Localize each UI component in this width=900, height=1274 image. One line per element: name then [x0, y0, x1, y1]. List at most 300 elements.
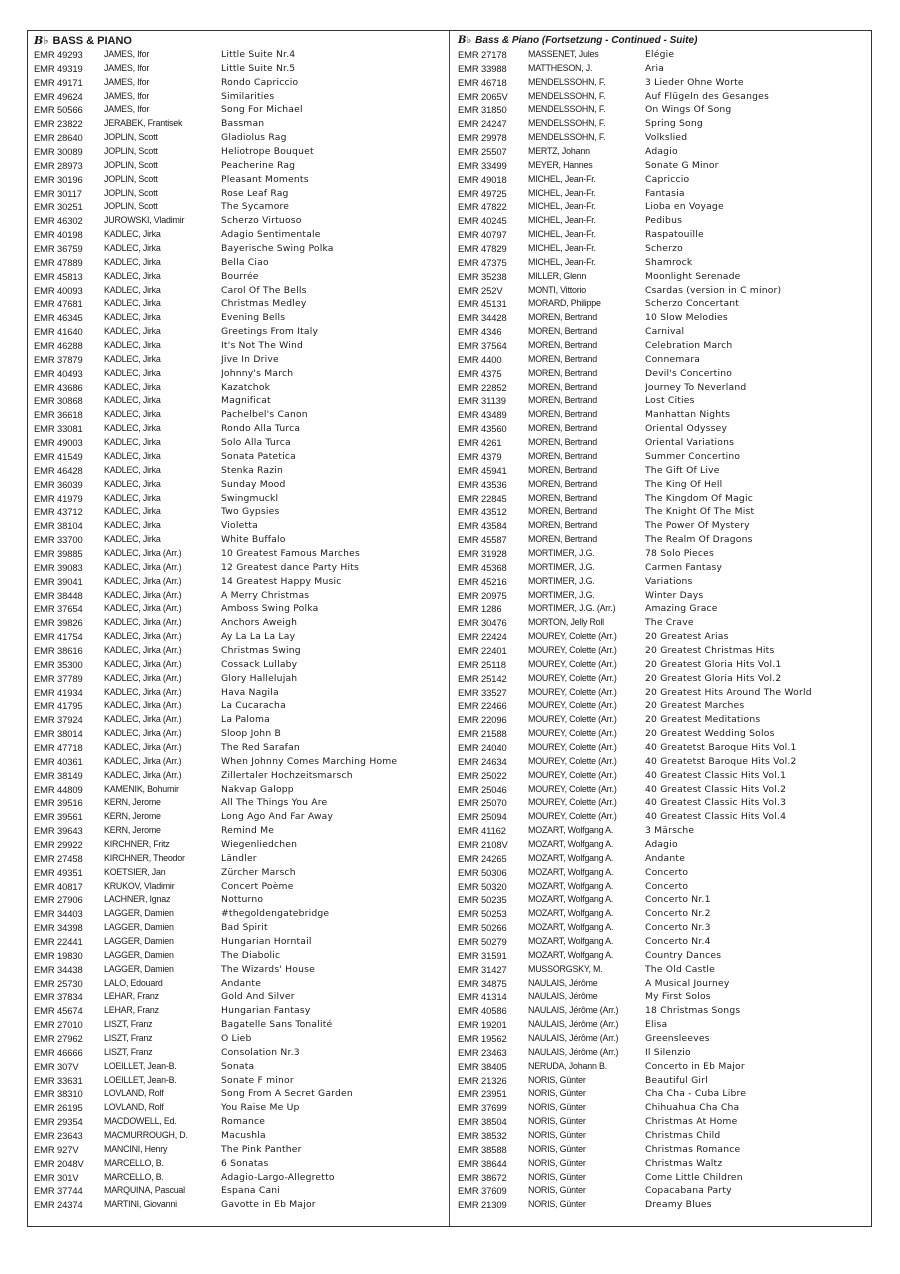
catalog-number: EMR 43712: [34, 506, 83, 518]
piece-title: 40 Greatest Classic Hits Vol.1: [645, 769, 787, 781]
catalog-row: [34, 131, 444, 145]
catalog-number: EMR 43489: [458, 409, 507, 421]
composer-name: NAULAIS, Jérôme (Arr.): [528, 1046, 619, 1057]
catalog-number: EMR 33081: [34, 423, 83, 435]
catalog-number: EMR 41162: [458, 825, 506, 837]
piece-title: Concerto Nr.1: [645, 894, 711, 906]
piece-title: 20 Greatest Hits Around The World: [645, 686, 812, 698]
piece-title: Amboss Swing Polka: [221, 603, 319, 615]
catalog-row: [458, 561, 868, 575]
catalog-number: EMR 50279: [458, 936, 507, 947]
composer-name: LAGGER, Damien: [104, 908, 174, 919]
catalog-row: [34, 616, 444, 630]
catalog-row: [458, 616, 868, 630]
catalog-row: [34, 658, 444, 672]
catalog-number: EMR 4400: [458, 353, 502, 365]
composer-name: MORTIMER, J.G.: [528, 547, 595, 558]
piece-title: Connemara: [645, 353, 701, 365]
catalog-row: [34, 824, 444, 838]
catalog-number: EMR 44809: [34, 783, 83, 795]
catalog-number: EMR 46345: [34, 312, 83, 324]
composer-name: MORARD, Philippe: [528, 298, 601, 309]
catalog-row: [458, 547, 868, 561]
catalog-number: EMR 22401: [458, 644, 507, 656]
catalog-number: EMR 23643: [34, 1130, 83, 1142]
catalog-row: [458, 575, 868, 589]
catalog-row: [458, 173, 868, 187]
piece-title: 40 Greatetst Baroque Hits Vol.1: [645, 741, 797, 753]
catalog-row: [458, 810, 868, 824]
catalog-row: [458, 963, 868, 977]
catalog-row: [34, 852, 444, 866]
composer-name: JOPLIN, Scott: [104, 159, 158, 170]
composer-name: MOUREY, Colette (Arr.): [528, 769, 617, 780]
composer-name: NAULAIS, Jérôme: [528, 991, 598, 1002]
composer-name: JOPLIN, Scott: [104, 132, 158, 143]
piece-title: 40 Greatest Classic Hits Vol.3: [645, 797, 787, 809]
catalog-row: [34, 478, 444, 492]
catalog-row: [458, 381, 868, 395]
piece-title: Espana Cani: [221, 1185, 281, 1197]
flat-symbol: B♭: [34, 34, 49, 47]
catalog-number: EMR 22852: [458, 381, 507, 393]
catalog-number: EMR 21326: [458, 1074, 507, 1086]
catalog-row: [458, 408, 868, 422]
piece-title: Nakvap Galopp: [221, 783, 294, 795]
catalog-row: [458, 200, 868, 214]
composer-name: JOPLIN, Scott: [104, 146, 158, 157]
catalog-row: [458, 644, 868, 658]
catalog-row: [458, 1171, 868, 1185]
catalog-row: [458, 492, 868, 506]
piece-title: Cha Cha - Cuba Libre: [645, 1088, 747, 1100]
composer-name: MORTIMER, J.G.: [528, 589, 595, 600]
catalog-row: [458, 935, 868, 949]
composer-name: KERN, Jerome: [104, 811, 161, 822]
catalog-number: EMR 24374: [34, 1199, 83, 1211]
catalog-row: [34, 713, 444, 727]
catalog-row: [458, 90, 868, 104]
catalog-row: [458, 1115, 868, 1129]
catalog-number: EMR 1286: [458, 603, 502, 615]
catalog-number: EMR 22845: [458, 492, 507, 504]
catalog-row: [34, 727, 444, 741]
composer-name: MATTHESON, J.: [528, 62, 593, 73]
piece-title: Zürcher Marsch: [221, 866, 296, 878]
composer-name: MOREN, Bertrand: [528, 395, 598, 406]
catalog-row: [34, 297, 444, 311]
catalog-number: EMR 40586: [458, 1005, 507, 1017]
piece-title: Pedibus: [645, 215, 683, 227]
piece-title: Zillertaler Hochzeitsmarsch: [221, 769, 353, 781]
right-column-heading: B♭ Bass & Piano (Fortsetzung - Continued - Suite): [458, 35, 698, 46]
composer-name: KADLEC, Jirka: [104, 256, 161, 267]
piece-title: Glory Hallelujah: [221, 672, 298, 684]
catalog-row: [458, 602, 868, 616]
composer-name: KADLEC, Jirka: [104, 312, 161, 323]
catalog-row: [458, 1143, 868, 1157]
catalog-number: EMR 22096: [458, 714, 507, 726]
piece-title: Similarities: [221, 90, 275, 102]
piece-title: Lioba en Voyage: [645, 201, 724, 213]
catalog-number: EMR 28973: [34, 159, 83, 171]
piece-title: Concert Poème: [221, 880, 294, 892]
piece-title: 20 Greatest Arias: [645, 631, 729, 643]
catalog-row: [458, 117, 868, 131]
composer-name: MOUREY, Colette (Arr.): [528, 714, 617, 725]
catalog-row: [458, 727, 868, 741]
composer-name: MOZART, Wolfgang A.: [528, 936, 614, 946]
composer-name: MENDELSSOHN, F.: [528, 118, 606, 129]
catalog-row: [34, 949, 444, 963]
composer-name: MOREN, Bertrand: [528, 312, 598, 323]
catalog-row: [34, 1129, 444, 1143]
catalog-row: [458, 866, 868, 880]
piece-title: Devil's Concertino: [645, 367, 733, 379]
composer-name: NORIS, Günter: [528, 1157, 586, 1168]
piece-title: Two Gypsies: [221, 506, 280, 518]
composer-name: KADLEC, Jirka (Arr.): [104, 617, 182, 628]
composer-name: MUSSORGSKY, M.: [528, 963, 603, 974]
composer-name: MOZART, Wolfgang A.: [528, 825, 614, 836]
composer-name: KADLEC, Jirka (Arr.): [104, 658, 182, 669]
catalog-row: [34, 686, 444, 700]
catalog-row: [34, 90, 444, 104]
piece-title: Celebration March: [645, 340, 733, 352]
piece-title: Chihuahua Cha Cha: [645, 1102, 740, 1114]
catalog-row: [34, 394, 444, 408]
piece-title: White Buffalo: [221, 534, 286, 546]
catalog-number: EMR 25094: [458, 811, 507, 823]
piece-title: Oriental Variations: [645, 437, 735, 449]
piece-title: Adagio Sentimentale: [221, 229, 321, 241]
piece-title: When Johnny Comes Marching Home: [221, 755, 398, 767]
composer-name: MOREN, Bertrand: [528, 326, 598, 337]
piece-title: Wiegenliedchen: [221, 838, 298, 850]
composer-name: KADLEC, Jirka (Arr.): [104, 644, 182, 655]
right-column: [458, 34, 868, 1212]
composer-name: MOUREY, Colette (Arr.): [528, 644, 617, 655]
catalog-number: EMR 40493: [34, 367, 83, 379]
catalog-row: [458, 145, 868, 159]
piece-title: Evening Bells: [221, 312, 286, 324]
catalog-number: EMR 31427: [458, 963, 507, 975]
catalog-number: EMR 47375: [458, 256, 507, 268]
piece-title: Adagio: [645, 838, 678, 850]
catalog-number: EMR 301V: [34, 1171, 79, 1183]
catalog-row: [34, 1004, 444, 1018]
composer-name: LOEILLET, Jean-B.: [104, 1060, 177, 1071]
piece-title: 14 Greatest Happy Music: [221, 575, 342, 587]
piece-title: Kazatchok: [221, 381, 271, 393]
composer-name: MOZART, Wolfgang A.: [528, 894, 614, 905]
piece-title: Andante: [645, 852, 686, 864]
catalog-row: [458, 533, 868, 547]
piece-title: Winter Days: [645, 589, 704, 601]
catalog-number: EMR 30117: [34, 187, 82, 199]
catalog-number: EMR 19201: [458, 1019, 507, 1031]
catalog-row: [34, 505, 444, 519]
piece-title: 10 Slow Melodies: [645, 312, 728, 324]
composer-name: KADLEC, Jirka: [104, 229, 161, 240]
composer-name: KIRCHNER, Fritz: [104, 838, 170, 849]
composer-name: MOUREY, Colette (Arr.): [528, 741, 617, 752]
piece-title: Fantasia: [645, 187, 685, 199]
piece-title: Hungarian Fantasy: [221, 1005, 311, 1017]
catalog-number: EMR 49293: [34, 49, 83, 60]
catalog-number: EMR 50235: [458, 894, 507, 906]
composer-name: MOUREY, Colette (Arr.): [528, 811, 617, 822]
piece-title: Auf Flügeln des Gesanges: [645, 90, 769, 102]
piece-title: The Kingdom Of Magic: [645, 492, 753, 504]
catalog-row: [458, 921, 868, 935]
column-divider: [449, 31, 450, 1226]
piece-title: Concerto: [645, 866, 689, 878]
catalog-row: [34, 1087, 444, 1101]
piece-title: Gold And Silver: [221, 991, 295, 1003]
catalog-number: EMR 49725: [458, 187, 507, 199]
piece-title: Carnival: [645, 326, 685, 338]
piece-title: Amazing Grace: [645, 603, 718, 615]
piece-title: Bourrée: [221, 270, 259, 282]
catalog-number: EMR 35300: [34, 658, 83, 670]
composer-name: JAMES, Ifor: [104, 90, 150, 101]
catalog-number: EMR 43686: [34, 381, 83, 393]
piece-title: O Lieb: [221, 1033, 252, 1045]
catalog-number: EMR 38504: [458, 1116, 507, 1128]
composer-name: NORIS, Günter: [528, 1143, 586, 1154]
piece-title: The Knight Of The Mist: [645, 506, 755, 518]
catalog-number: EMR 37564: [458, 340, 507, 352]
catalog-number: EMR 19830: [34, 949, 83, 961]
catalog-number: EMR 27010: [34, 1019, 83, 1031]
piece-title: Sonata: [221, 1060, 255, 1072]
composer-name: KADLEC, Jirka: [104, 243, 161, 254]
composer-name: MOREN, Bertrand: [528, 423, 598, 434]
piece-title: Sloop John B: [221, 728, 281, 740]
catalog-number: EMR 25118: [458, 658, 506, 670]
composer-name: KADLEC, Jirka (Arr.): [104, 728, 182, 739]
catalog-row: [34, 311, 444, 325]
catalog-row: [34, 630, 444, 644]
catalog-number: EMR 24265: [458, 852, 507, 864]
catalog-row: [458, 1032, 868, 1046]
composer-name: KADLEC, Jirka: [104, 395, 161, 406]
catalog-number: EMR 38672: [458, 1171, 507, 1183]
piece-title: Stenka Razin: [221, 464, 284, 476]
composer-name: KADLEC, Jirka: [104, 326, 161, 337]
catalog-number: EMR 45216: [458, 575, 507, 587]
catalog-number: EMR 252V: [458, 284, 503, 296]
catalog-row: [34, 450, 444, 464]
composer-name: KADLEC, Jirka: [104, 298, 161, 309]
catalog-number: EMR 37834: [34, 991, 83, 1003]
composer-name: MARCELLO, B.: [104, 1157, 164, 1168]
catalog-row: [458, 852, 868, 866]
catalog-row: [458, 713, 868, 727]
piece-title: A Merry Christmas: [221, 589, 310, 601]
piece-title: 6 Sonatas: [221, 1157, 269, 1169]
catalog-number: EMR 37924: [34, 714, 83, 726]
piece-title: Journey To Neverland: [645, 381, 747, 393]
catalog-number: EMR 46302: [34, 215, 83, 227]
composer-name: MORTIMER, J.G.: [528, 561, 595, 572]
catalog-number: EMR 50320: [458, 880, 507, 892]
catalog-number: EMR 46288: [34, 340, 83, 352]
catalog-row: [34, 1060, 444, 1074]
catalog-number: EMR 22466: [458, 700, 507, 712]
composer-name: MOREN, Bertrand: [528, 353, 598, 364]
composer-name: KADLEC, Jirka (Arr.): [104, 700, 182, 711]
catalog-row: [34, 325, 444, 339]
catalog-number: EMR 40245: [458, 215, 507, 227]
piece-title: It's Not The Wind: [221, 340, 304, 352]
piece-title: Sunday Mood: [221, 478, 286, 490]
piece-title: 3 Märsche: [645, 825, 695, 837]
composer-name: KADLEC, Jirka (Arr.): [104, 755, 182, 766]
composer-name: MOREN, Bertrand: [528, 534, 598, 545]
composer-name: JERABEK, Frantisek: [104, 118, 183, 129]
catalog-row: [34, 990, 444, 1004]
piece-title: Bella Ciao: [221, 256, 269, 268]
composer-name: MOREN, Bertrand: [528, 520, 598, 531]
catalog-row: [34, 256, 444, 270]
piece-title: Bad Spirit: [221, 922, 268, 934]
piece-title: Heliotrope Bouquet: [221, 146, 314, 158]
composer-name: LALO, Edouard: [104, 977, 163, 988]
piece-title: Christmas Waltz: [645, 1157, 723, 1169]
catalog-number: EMR 927V: [34, 1143, 79, 1155]
catalog-number: EMR 25022: [458, 769, 507, 781]
catalog-number: EMR 31928: [458, 547, 507, 559]
composer-name: MICHEL, Jean-Fr.: [528, 215, 596, 226]
composer-name: KADLEC, Jirka (Arr.): [104, 769, 182, 780]
piece-title: Bagatelle Sans Tonalité: [221, 1019, 333, 1031]
piece-title: Christmas Swing: [221, 644, 301, 656]
composer-name: MICHEL, Jean-Fr.: [528, 256, 596, 267]
catalog-number: EMR 31139: [458, 395, 506, 407]
composer-name: NAULAIS, Jérôme: [528, 977, 598, 988]
piece-title: Adagio: [645, 146, 678, 158]
piece-title: Bassman: [221, 118, 265, 130]
catalog-row: [458, 838, 868, 852]
catalog-row: [458, 880, 868, 894]
right-catalog-list: [458, 48, 868, 1212]
catalog-number: EMR 30196: [34, 173, 83, 185]
catalog-number: EMR 22424: [458, 631, 507, 643]
piece-title: Beautiful Girl: [645, 1074, 708, 1086]
piece-title: Variations: [645, 575, 693, 587]
catalog-row: [458, 353, 868, 367]
catalog-number: EMR 30089: [34, 146, 83, 158]
flat-symbol: B♭: [458, 35, 472, 46]
catalog-number: EMR 34403: [34, 908, 83, 920]
catalog-row: [34, 1115, 444, 1129]
catalog-number: EMR 30251: [34, 201, 83, 213]
composer-name: MOUREY, Colette (Arr.): [528, 755, 617, 766]
catalog-number: EMR 46718: [458, 76, 507, 88]
catalog-number: EMR 45674: [34, 1005, 83, 1017]
piece-title: The Power Of Mystery: [645, 520, 750, 532]
piece-title: Gladiolus Rag: [221, 132, 287, 144]
piece-title: Romance: [221, 1116, 266, 1128]
catalog-number: EMR 34398: [34, 922, 83, 934]
catalog-row: [458, 62, 868, 76]
catalog-row: [34, 381, 444, 395]
catalog-number: EMR 38310: [34, 1088, 83, 1100]
composer-name: KADLEC, Jirka: [104, 270, 161, 281]
catalog-number: EMR 2065V: [458, 90, 508, 102]
catalog-number: EMR 27458: [34, 852, 83, 864]
composer-name: KADLEC, Jirka: [104, 340, 161, 351]
catalog-row: [34, 1074, 444, 1088]
catalog-row: [458, 1129, 868, 1143]
piece-title: Il Silenzio: [645, 1046, 691, 1058]
piece-title: Summer Concertino: [645, 450, 741, 462]
piece-title: Spring Song: [645, 118, 703, 130]
composer-name: NORIS, Günter: [528, 1185, 586, 1196]
piece-title: On Wings Of Song: [645, 104, 732, 116]
catalog-number: EMR 39643: [34, 825, 83, 837]
piece-title: Notturno: [221, 894, 264, 906]
piece-title: 20 Greatest Marches: [645, 700, 745, 712]
composer-name: KADLEC, Jirka: [104, 437, 161, 448]
left-column: [34, 34, 444, 1212]
catalog-number: EMR 36039: [34, 478, 83, 490]
catalog-row: [34, 214, 444, 228]
piece-title: La Cucaracha: [221, 700, 286, 712]
catalog-number: EMR 25142: [458, 672, 507, 684]
catalog-row: [458, 325, 868, 339]
composer-name: KADLEC, Jirka: [104, 450, 161, 461]
catalog-row: [34, 62, 444, 76]
catalog-number: EMR 34428: [458, 312, 507, 324]
piece-title: Moonlight Serenade: [645, 270, 741, 282]
catalog-row: [458, 339, 868, 353]
piece-title: Jive In Drive: [221, 353, 279, 365]
catalog-row: [34, 367, 444, 381]
composer-name: MENDELSSOHN, F.: [528, 132, 606, 143]
catalog-number: EMR 43536: [458, 478, 507, 490]
piece-title: Johnny's March: [221, 367, 294, 379]
catalog-row: [458, 450, 868, 464]
composer-name: LISZT, Franz: [104, 1019, 153, 1030]
catalog-number: EMR 49003: [34, 437, 83, 449]
catalog-number: EMR 27962: [34, 1033, 83, 1045]
piece-title: Hungarian Horntail: [221, 936, 312, 947]
piece-title: Christmas Medley: [221, 298, 307, 310]
catalog-row: [458, 658, 868, 672]
catalog-number: EMR 20975: [458, 589, 507, 601]
piece-title: 20 Greatest Wedding Solos: [645, 728, 775, 740]
composer-name: MASSENET, Jules: [528, 49, 599, 59]
piece-title: Come Little Children: [645, 1171, 743, 1183]
catalog-row: [458, 311, 868, 325]
catalog-number: EMR 22441: [34, 936, 83, 947]
catalog-number: EMR 34438: [34, 963, 83, 975]
composer-name: MACDOWELL, Ed.: [104, 1116, 177, 1127]
catalog-number: EMR 50306: [458, 866, 507, 878]
composer-name: MORTIMER, J.G. (Arr.): [528, 603, 616, 614]
piece-title: Violetta: [221, 520, 258, 532]
catalog-row: [458, 686, 868, 700]
catalog-row: [458, 589, 868, 603]
composer-name: JUROWSKI, Vladimir: [104, 215, 185, 226]
catalog-row: [458, 1198, 868, 1212]
catalog-number: EMR 47889: [34, 256, 83, 268]
piece-title: Rose Leaf Rag: [221, 187, 289, 199]
piece-title: Scherzo Virtuoso: [221, 215, 302, 227]
